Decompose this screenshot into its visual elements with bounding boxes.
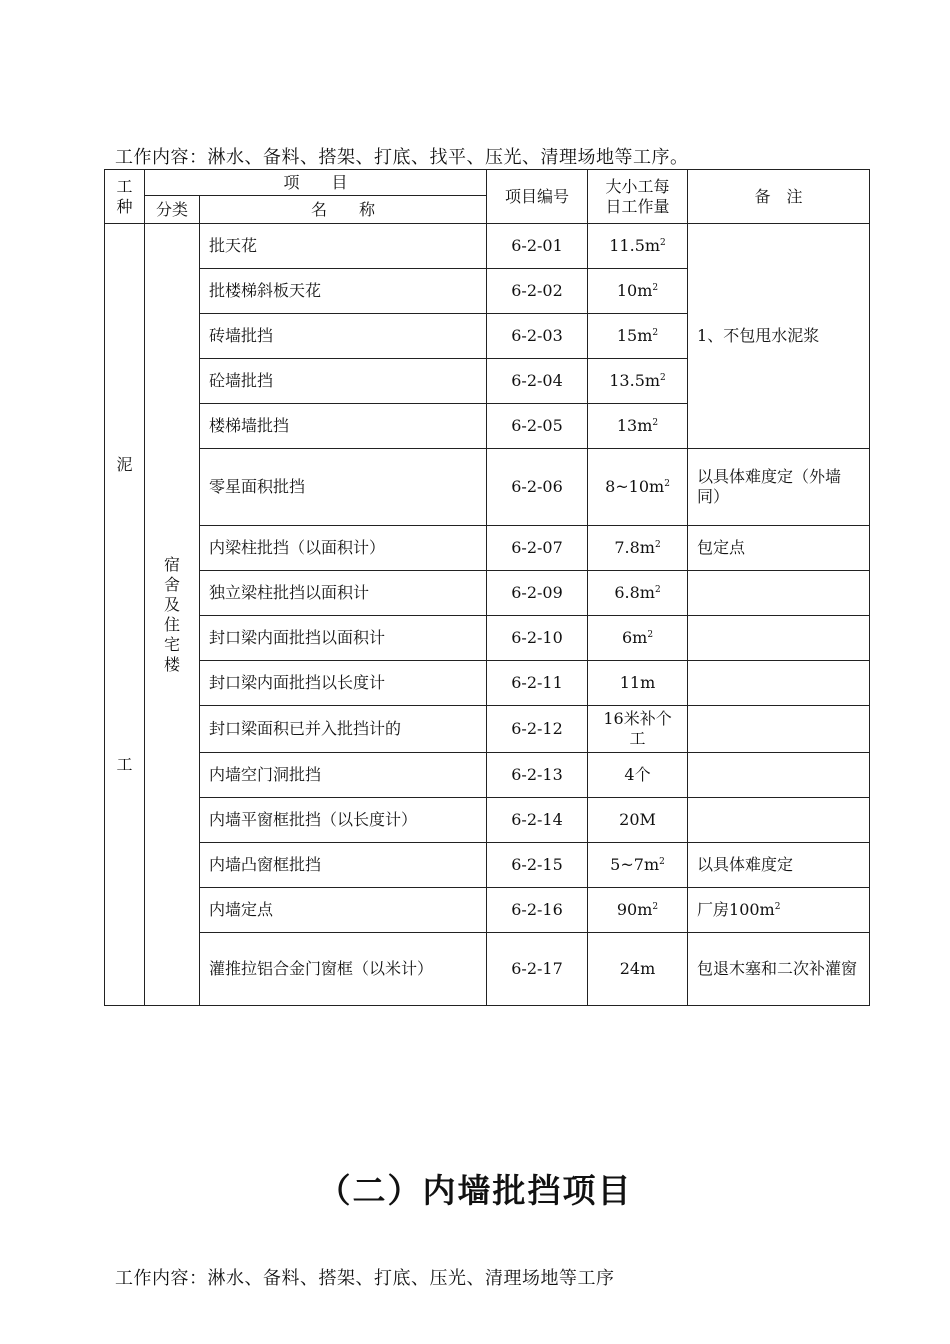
header-daily-text: 大小工每日工作量 [605,176,670,216]
category-char: 舍 [163,574,180,594]
table-row [105,706,870,753]
quantity-value: 6.8m [614,583,655,602]
quantity-unit-exponent: 2 [652,902,659,912]
remark-text: 以具体难度定（外墙同） [697,467,842,506]
item-name: 封口梁内面批挡以面积计 [200,616,487,661]
section-title: （二）内墙批挡项目 [317,1171,633,1210]
item-code: 6-2-09 [487,571,588,616]
category-char: 及 [163,594,180,614]
table-row [105,888,870,933]
item-name: 内梁柱批挡（以面积计） [200,526,487,571]
table-row [105,661,870,706]
remark [688,449,870,526]
item-code: 6-2-13 [487,753,588,798]
item-code: 6-2-02 [487,269,588,314]
quantity-unit-exponent: 2 [654,540,661,550]
daily-quantity [588,269,688,314]
table-row [105,571,870,616]
item-name: 砼墙批挡 [200,359,487,404]
quantity-unit-exponent: 2 [652,418,659,428]
item-code: 6-2-10 [487,616,588,661]
remark [688,571,870,616]
daily-quantity [588,888,688,933]
daily-quantity [588,843,688,888]
item-name: 灌推拉铝合金门窗框（以米计） [200,933,487,1006]
header-trade [105,170,145,224]
item-code: 6-2-05 [487,404,588,449]
table-row [105,449,870,526]
remark [688,661,870,706]
item-name: 内墙空门洞批挡 [200,753,487,798]
item-name: 内墙定点 [200,888,487,933]
remark [688,888,870,933]
item-name: 砖墙批挡 [200,314,487,359]
item-code: 6-2-12 [487,706,588,753]
remark-text: 包退木塞和二次补灌窗 [697,959,858,978]
quantity-unit-exponent: 2 [652,328,659,338]
header-trade-text: 工种 [116,176,133,216]
daily-quantity [588,661,688,706]
daily-quantity [588,314,688,359]
category-char: 宿 [163,554,180,574]
quantity-value: 6m [621,628,648,647]
work-content-intro: 工作内容：淋水、备料、搭架、打底、找平、压光、清理场地等工序。 [115,147,689,168]
item-code: 6-2-03 [487,314,588,359]
category-cell [145,224,200,1006]
quantity-unit-exponent: 2 [652,283,659,293]
remark-text: 厂房100m [697,900,775,919]
quantity-value: 11m [619,673,656,692]
item-name: 内墙平窗框批挡（以长度计） [200,798,487,843]
quantity-value: 90m [616,900,653,919]
header-code: 项目编号 [487,170,588,224]
item-code: 6-2-06 [487,449,588,526]
remark [688,753,870,798]
item-code: 6-2-15 [487,843,588,888]
quantity-unit-exponent: 2 [659,857,665,867]
item-code: 6-2-04 [487,359,588,404]
remark [688,616,870,661]
quantity-value: 10m [616,281,653,300]
quantity-value: 11.5m [609,236,661,255]
quantity-value: 4个 [624,765,651,784]
item-name: 批天花 [200,224,487,269]
header-daily-quantity [588,170,688,224]
table-row [105,616,870,661]
remark [688,933,870,1006]
item-code: 6-2-01 [487,224,588,269]
quantity-value: 15m [616,326,653,345]
daily-quantity [588,404,688,449]
item-name: 零星面积批挡 [200,449,487,526]
header-item: 项 目 [145,170,487,196]
item-code: 6-2-14 [487,798,588,843]
table-row [105,224,870,269]
item-name: 批楼梯斜板天花 [200,269,487,314]
merged-remark: 1、不包甩水泥浆 [688,224,870,449]
item-code: 6-2-11 [487,661,588,706]
quantity-unit-exponent: 2 [647,630,654,640]
trade-char: 泥 [116,454,133,474]
labor-quota-table [104,169,870,1006]
table-row [105,798,870,843]
quantity-value: 8~10m [605,477,665,496]
item-name: 内墙凸窗框批挡 [200,843,487,888]
daily-quantity [588,526,688,571]
daily-quantity [588,753,688,798]
quantity-unit-exponent: 2 [660,373,666,383]
quantity-value: 16米补个工 [603,709,672,748]
daily-quantity [588,571,688,616]
daily-quantity [588,224,688,269]
remark [688,706,870,753]
item-name: 封口梁内面批挡以长度计 [200,661,487,706]
daily-quantity [588,933,688,1006]
table-row [105,526,870,571]
item-code: 6-2-07 [487,526,588,571]
remark-unit-exponent: 2 [774,902,781,912]
table-row [105,933,870,1006]
quantity-value: 20M [619,810,656,829]
header-category: 分类 [145,196,200,224]
work-content-intro-2: 工作内容：淋水、备料、搭架、打底、压光、清理场地等工序 [115,1268,615,1289]
item-name: 封口梁面积已并入批挡计的 [200,706,487,753]
category-char: 宅 [163,634,180,654]
remark [688,798,870,843]
quantity-value: 7.8m [614,538,655,557]
item-code: 6-2-16 [487,888,588,933]
daily-quantity [588,616,688,661]
remark-text: 包定点 [697,538,746,557]
item-code: 6-2-17 [487,933,588,1006]
trade-char: 工 [116,754,133,774]
quantity-value: 13m [616,416,653,435]
daily-quantity [588,359,688,404]
category-char: 住 [163,614,180,634]
daily-quantity [588,798,688,843]
table-row [105,843,870,888]
quantity-unit-exponent: 2 [660,238,666,248]
quantity-value: 13.5m [609,371,661,390]
header-remark: 备 注 [688,170,870,224]
quantity-value: 5~7m [610,855,660,874]
remark [688,526,870,571]
remark [688,843,870,888]
remark-text: 以具体难度定 [697,855,794,874]
item-name: 楼梯墙批挡 [200,404,487,449]
quantity-value: 24m [619,959,656,978]
quantity-unit-exponent: 2 [654,585,661,595]
quantity-unit-exponent: 2 [664,479,670,489]
category-char: 楼 [163,654,180,674]
item-name: 独立梁柱批挡以面积计 [200,571,487,616]
daily-quantity [588,449,688,526]
table-row [105,753,870,798]
trade-cell [105,224,145,1006]
header-name: 名 称 [200,196,487,224]
daily-quantity [588,706,688,753]
